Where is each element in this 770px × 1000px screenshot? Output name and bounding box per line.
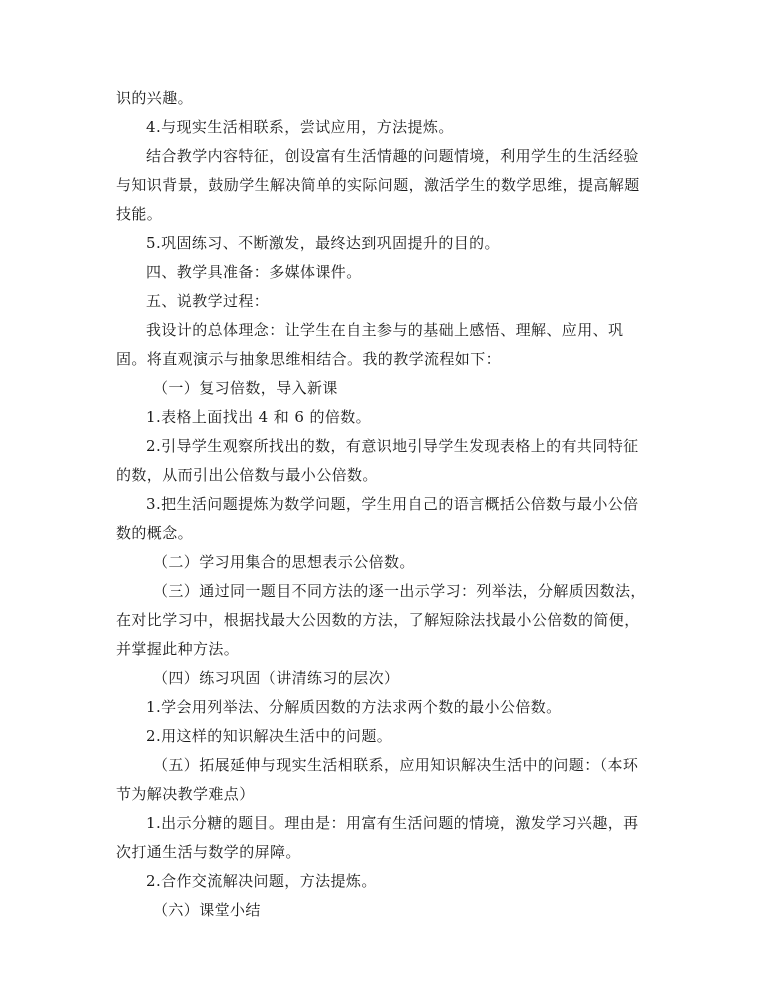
text-line: 数的概念。 [116, 524, 194, 542]
text-line: 的数，从而引出公倍数与最小公倍数。 [116, 466, 378, 484]
text-line: （三）通过同一题目不同方法的逐一出示学习：列举法，分解质因数法， [153, 582, 646, 600]
text-line: 1.学会用列举法、分解质因数的方法求两个数的最小公倍数。 [146, 698, 562, 716]
text-line: 5.巩固练习、不断激发，最终达到巩固提升的目的。 [146, 234, 500, 252]
text-line: （二）学习用集合的思想表示公倍数。 [153, 553, 415, 571]
text-line: 3.把生活问题提炼为数学问题，学生用自己的语言概括公倍数与最小公倍 [146, 495, 639, 513]
text-line: 并掌握此种方法。 [116, 640, 240, 658]
text-line: 与知识背景，鼓励学生解决简单的实际问题，激活学生的数学思维，提高解题 [116, 176, 640, 194]
text-line: 技能。 [116, 205, 163, 223]
text-line: 我设计的总体理念：让学生在自主参与的基础上感悟、理解、应用、巩 [146, 321, 624, 339]
text-line: 1.出示分糖的题目。理由是：用富有生活问题的情境，激发学习兴趣，再 [146, 814, 639, 832]
text-line: 识的兴趣。 [116, 89, 194, 107]
text-line: （一）复习倍数，导入新课 [153, 379, 338, 397]
text-line: 2.引导学生观察所找出的数，有意识地引导学生发现表格上的有共同特征 [146, 437, 639, 455]
text-line: 4.与现实生活相联系，尝试应用，方法提炼。 [146, 118, 454, 136]
text-line: 2.合作交流解决问题，方法提炼。 [146, 872, 377, 890]
text-line: 节为解决教学难点） [116, 785, 255, 803]
text-line: （六）课堂小结 [153, 901, 261, 919]
text-line: 固。将直观演示与抽象思维相结合。我的教学流程如下： [116, 350, 502, 368]
text-line: 四、教学具准备：多媒体课件。 [146, 263, 362, 281]
text-line: 结合教学内容特征，创设富有生活情趣的问题情境，利用学生的生活经验 [146, 147, 639, 165]
text-line: 五、说教学过程： [146, 292, 270, 310]
text-line: 1.表格上面找出 4 和 6 的倍数。 [146, 408, 372, 426]
text-line: （四）练习巩固（讲清练习的层次） [153, 669, 400, 687]
text-line: 2.用这样的知识解决生活中的问题。 [146, 727, 393, 745]
text-line: 次打通生活与数学的屏障。 [116, 843, 301, 861]
text-line: （五）拓展延伸与现实生活相联系，应用知识解决生活中的问题：（本环 [153, 756, 639, 774]
text-line: 在对比学习中，根据找最大公因数的方法，了解短除法找最小公倍数的简便， [116, 611, 640, 629]
